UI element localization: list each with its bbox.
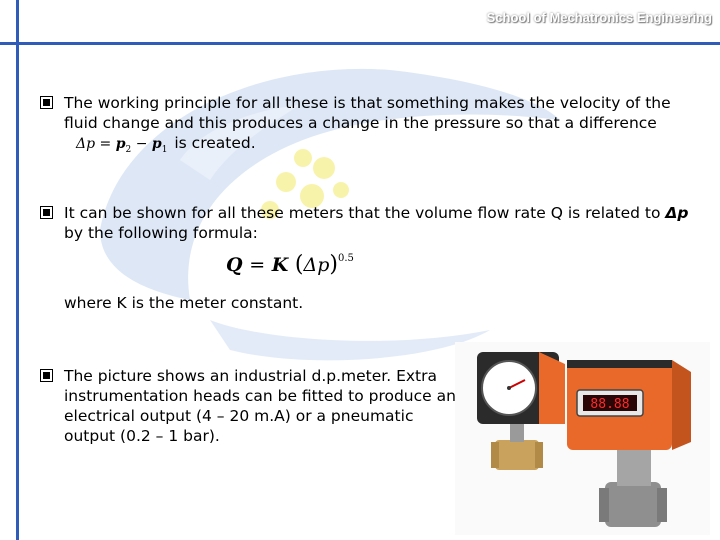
formula-close-paren: )	[329, 252, 338, 277]
bullet-working-principle	[40, 93, 704, 160]
header-title: School of Mechatronics Engineering	[486, 10, 712, 25]
bullet-text-end: by the following formula:	[64, 224, 258, 242]
formula-dp: Δp	[303, 254, 330, 276]
checkbox-bullet-icon	[40, 206, 53, 219]
bullet-industrial-meter	[40, 366, 464, 446]
eq-minus: −	[135, 136, 148, 152]
dp-meter-photo	[455, 342, 710, 535]
eq-term1-sub: 2	[125, 144, 132, 155]
eq-term2-sub: 1	[161, 144, 168, 155]
formula-eq: =	[249, 254, 266, 276]
meter-constant-note: where K is the meter constant.	[64, 294, 304, 312]
digital-display-meter-icon	[567, 360, 691, 527]
checkbox-bullet-icon	[40, 96, 53, 109]
formula-exponent: 0.5	[337, 253, 354, 264]
bullet-text: It can be shown for all these meters that the volume flow rate Q is related to	[64, 204, 661, 222]
delta-p-emphasis: Δp	[665, 204, 689, 222]
bullet-text: The picture shows an industrial d.p.meter. Extra instrumentation heads can be fitted to produce an electrical output (4 – 20 m.A) or a pneumatic output (0.2 – 1 bar).	[64, 367, 456, 445]
eq-term2: p	[151, 136, 162, 152]
digital-reading: 88.88	[590, 397, 630, 412]
pressure-difference-equation	[76, 134, 167, 160]
eq-lhs: Δp	[76, 136, 96, 152]
flow-rate-formula	[226, 252, 354, 277]
checkbox-bullet-icon	[40, 369, 53, 382]
formula-q: Q	[226, 254, 243, 276]
analog-pressure-gauge-icon	[477, 352, 565, 470]
formula-k: K	[271, 254, 289, 276]
bullet-text: The working principle for all these is that something makes the velocity of the fluid change and this produces a change in the pressure so that a difference	[64, 94, 671, 132]
eq-term1: p	[115, 136, 126, 152]
left-accent-line	[16, 0, 19, 540]
bullet-flow-relation	[40, 203, 704, 243]
eq-sign: =	[99, 136, 112, 152]
bullet-text-end: is created.	[174, 134, 256, 152]
formula-open-paren: (	[294, 252, 304, 277]
